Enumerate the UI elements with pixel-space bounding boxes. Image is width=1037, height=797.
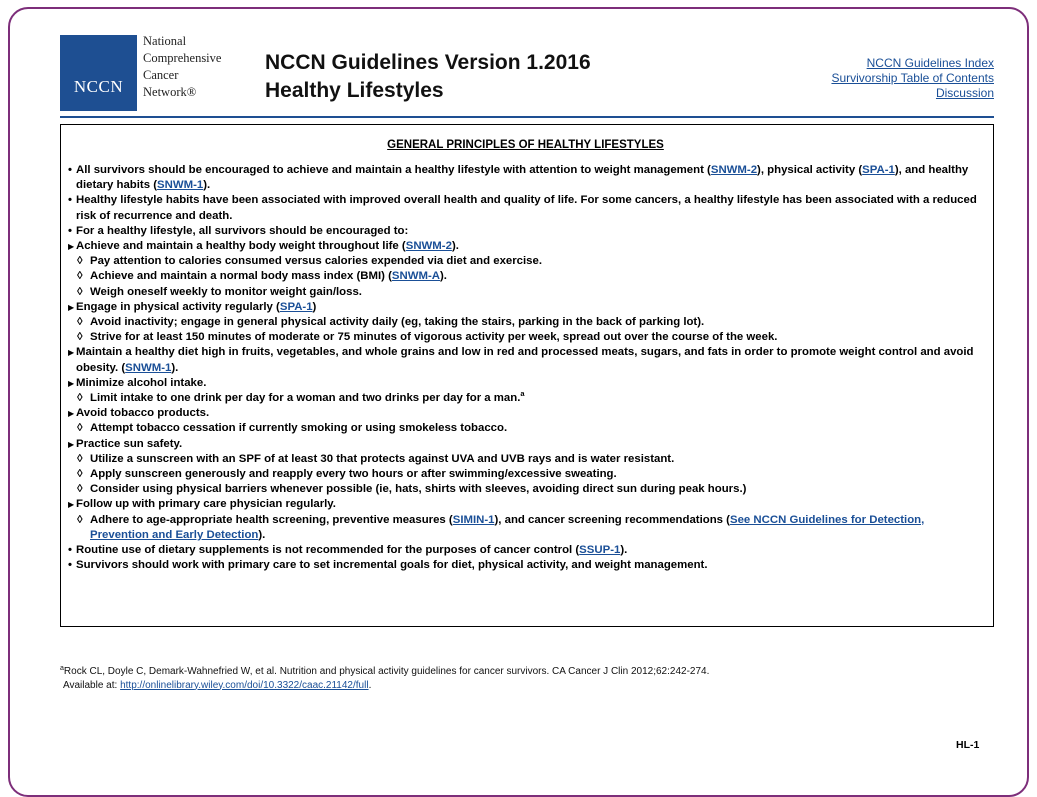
sub-list-item: ▶ Achieve and maintain a healthy body weight throughout life (SNWM-2). — [68, 239, 983, 254]
logo-words — [143, 33, 221, 101]
detail-item: ◊ Achieve and maintain a normal body mass index (BMI) (SNWM-A). — [68, 269, 983, 284]
logo-word: Comprehensive — [143, 51, 222, 65]
arrow-marker-icon: ▶ — [68, 500, 75, 510]
detail-item: ◊ Limit intake to one drink per day for a woman and two drinks per day for a man.$^a$ — [68, 391, 983, 406]
spa-1-link[interactable]: SPA-1 — [862, 164, 895, 176]
principles-list — [68, 163, 983, 573]
bullet-marker: • — [68, 164, 72, 176]
detail-item: ◊ Apply sunscreen generously and reapply every two hours or after swimming/excessive sweating. — [68, 467, 983, 482]
title-block — [265, 49, 591, 105]
diamond-marker-icon: ◊ — [77, 316, 83, 329]
diamond-marker-icon: ◊ — [77, 452, 83, 465]
detection-guidelines-link[interactable]: See NCCN Guidelines for Detection, Prevention and Early Detection — [90, 513, 925, 541]
logo-abbrev: NCCN — [73, 77, 124, 96]
bullet-marker: • — [68, 194, 72, 207]
detail-item: ◊ Attempt tobacco cessation if currently smoking or using smokeless tobacco. — [68, 421, 983, 436]
detail-item: ◊ Adhere to age-appropriate health screening, preventive measures (SIMIN-1), and cancer screening recommendations (See NCCN Guidelines for Detection, Prevention and Early Detection). — [77, 513, 925, 541]
nccn-logo-box — [60, 35, 137, 111]
logo-word: Network® — [143, 85, 197, 99]
diamond-marker-icon: ◊ — [77, 285, 83, 298]
detail-item: ◊ Consider using physical barriers whenever possible (ie, hats, shirts with sleeves, avoiding direct sun during peak hours.) — [68, 482, 983, 497]
arrow-marker-icon: ▶ — [68, 242, 75, 252]
header-links — [831, 56, 994, 101]
footnote-marker: a — [60, 665, 64, 672]
spa-1-link[interactable]: SPA-1 — [279, 300, 313, 313]
footnote — [60, 662, 709, 692]
discussion-link[interactable]: Discussion — [935, 86, 994, 100]
arrow-marker-icon: ▶ — [68, 348, 75, 358]
header-divider — [60, 116, 994, 118]
snwm-1-link[interactable]: SNWM-1 — [157, 179, 204, 192]
sub-list-item: ▶ Practice sun safety. — [68, 437, 983, 452]
section-heading: GENERAL PRINCIPLES OF HEALTHY LIFESTYLES — [387, 139, 664, 151]
guidelines-version-title: NCCN Guidelines Version 1.2016 — [265, 51, 591, 74]
diamond-marker-icon: ◊ — [77, 468, 83, 481]
simin-1-link[interactable]: SIMIN-1 — [452, 513, 495, 526]
ssup-1-link[interactable]: SSUP-1 — [579, 544, 621, 557]
diamond-marker-icon: ◊ — [77, 270, 83, 283]
snwm-2-link[interactable]: SNWM-2 — [405, 240, 452, 253]
arrow-marker-icon: ▶ — [68, 409, 75, 419]
diamond-marker-icon: ◊ — [77, 483, 83, 496]
footnote-line: Available at: http://onlinelibrary.wiley.com/doi/10.3322/caac.21142/full. — [63, 679, 372, 691]
sub-list-item: ▶ Minimize alcohol intake. — [68, 376, 983, 391]
footnote-line: $^a$Rock CL, Doyle C, Demark-Wahnefried W, et al. Nutrition and physical activity guidelines for cancer survivors. CA Cancer J Clin 2012;62:242-274. — [60, 665, 710, 677]
diamond-marker-icon: ◊ — [77, 255, 83, 268]
diamond-marker-icon: ◊ — [77, 422, 83, 435]
detail-item: ◊ Avoid inactivity; engage in general physical activity daily (eg, taking the stairs, parking in the back of parking lot). — [68, 315, 983, 330]
table-of-contents-link[interactable]: Survivorship Table of Contents — [831, 71, 994, 85]
arrow-marker-icon: ▶ — [68, 302, 75, 312]
list-item: • Survivors should work with primary care to set incremental goals for diet, physical activity, and weight management. — [68, 558, 983, 573]
list-item: • Healthy lifestyle habits have been associated with improved overall health and quality of life. For some cancers, a healthy lifestyle has been associated with a reduced risk of recurrence and death. — [68, 194, 977, 222]
bullet-marker: • — [68, 224, 72, 237]
diamond-marker-icon: ◊ — [77, 392, 83, 405]
wiley-article-link[interactable]: http://onlinelibrary.wiley.com/doi/10.3322/caac.21142/full — [120, 679, 369, 691]
principles-box — [60, 124, 994, 627]
footnote-marker: a — [520, 389, 525, 399]
detail-item: ◊ Strive for at least 150 minutes of moderate or 75 minutes of vigorous activity per week, spread out over the course of the week. — [68, 330, 983, 345]
sub-list-item: ▶ Maintain a healthy diet high in fruits, vegetables, and whole grains and low in red and processed meats, sugars, and fats in order to promote weight control and avoid obesity. (SNWM-1). — [68, 346, 974, 374]
nccn-logo — [60, 35, 258, 111]
detail-item: ◊ Weigh oneself weekly to monitor weight gain/loss. — [68, 285, 983, 300]
bullet-marker: • — [68, 544, 72, 557]
arrow-marker-icon: ▶ — [68, 439, 75, 449]
logo-word: National — [143, 34, 187, 48]
list-item: • Routine use of dietary supplements is not recommended for the purposes of cancer control (SSUP-1). — [68, 543, 983, 558]
list-item: • All survivors should be encouraged to achieve and maintain a healthy lifestyle with attention to weight management (SNWM-2), physical activity (SPA-1), and healthy dietary habits (SNWM-1). — [68, 164, 969, 192]
snwm-2-link[interactable]: SNWM-2 — [710, 164, 758, 176]
sub-list-item: ▶ Engage in physical activity regularly (SPA-1) — [68, 300, 983, 315]
diamond-marker-icon: ◊ — [77, 513, 83, 526]
detail-item: ◊ Utilize a sunscreen with an SPF of at least 30 that protects against UVA and UVB rays and is water resistant. — [68, 452, 983, 467]
snwm-a-link[interactable]: SNWM-A — [391, 270, 441, 283]
sub-list-item: ▶ Follow up with primary care physician regularly. — [68, 497, 983, 512]
sub-list-item: ▶ Avoid tobacco products. — [68, 406, 983, 421]
diamond-marker-icon: ◊ — [77, 331, 83, 344]
snwm-1-link[interactable]: SNWM-1 — [125, 361, 172, 374]
page-header — [60, 35, 994, 115]
detail-item: ◊ Pay attention to calories consumed versus calories expended via diet and exercise. — [68, 254, 983, 269]
bullet-marker: • — [68, 559, 72, 572]
guidelines-index-link[interactable]: NCCN Guidelines Index — [866, 56, 994, 70]
page-title: Healthy Lifestyles — [265, 79, 444, 102]
arrow-marker-icon: ▶ — [68, 378, 75, 388]
logo-word: Cancer — [143, 68, 179, 82]
page-id: HL-1 — [956, 739, 980, 751]
list-item: • For a healthy lifestyle, all survivors should be encouraged to: — [68, 224, 983, 239]
